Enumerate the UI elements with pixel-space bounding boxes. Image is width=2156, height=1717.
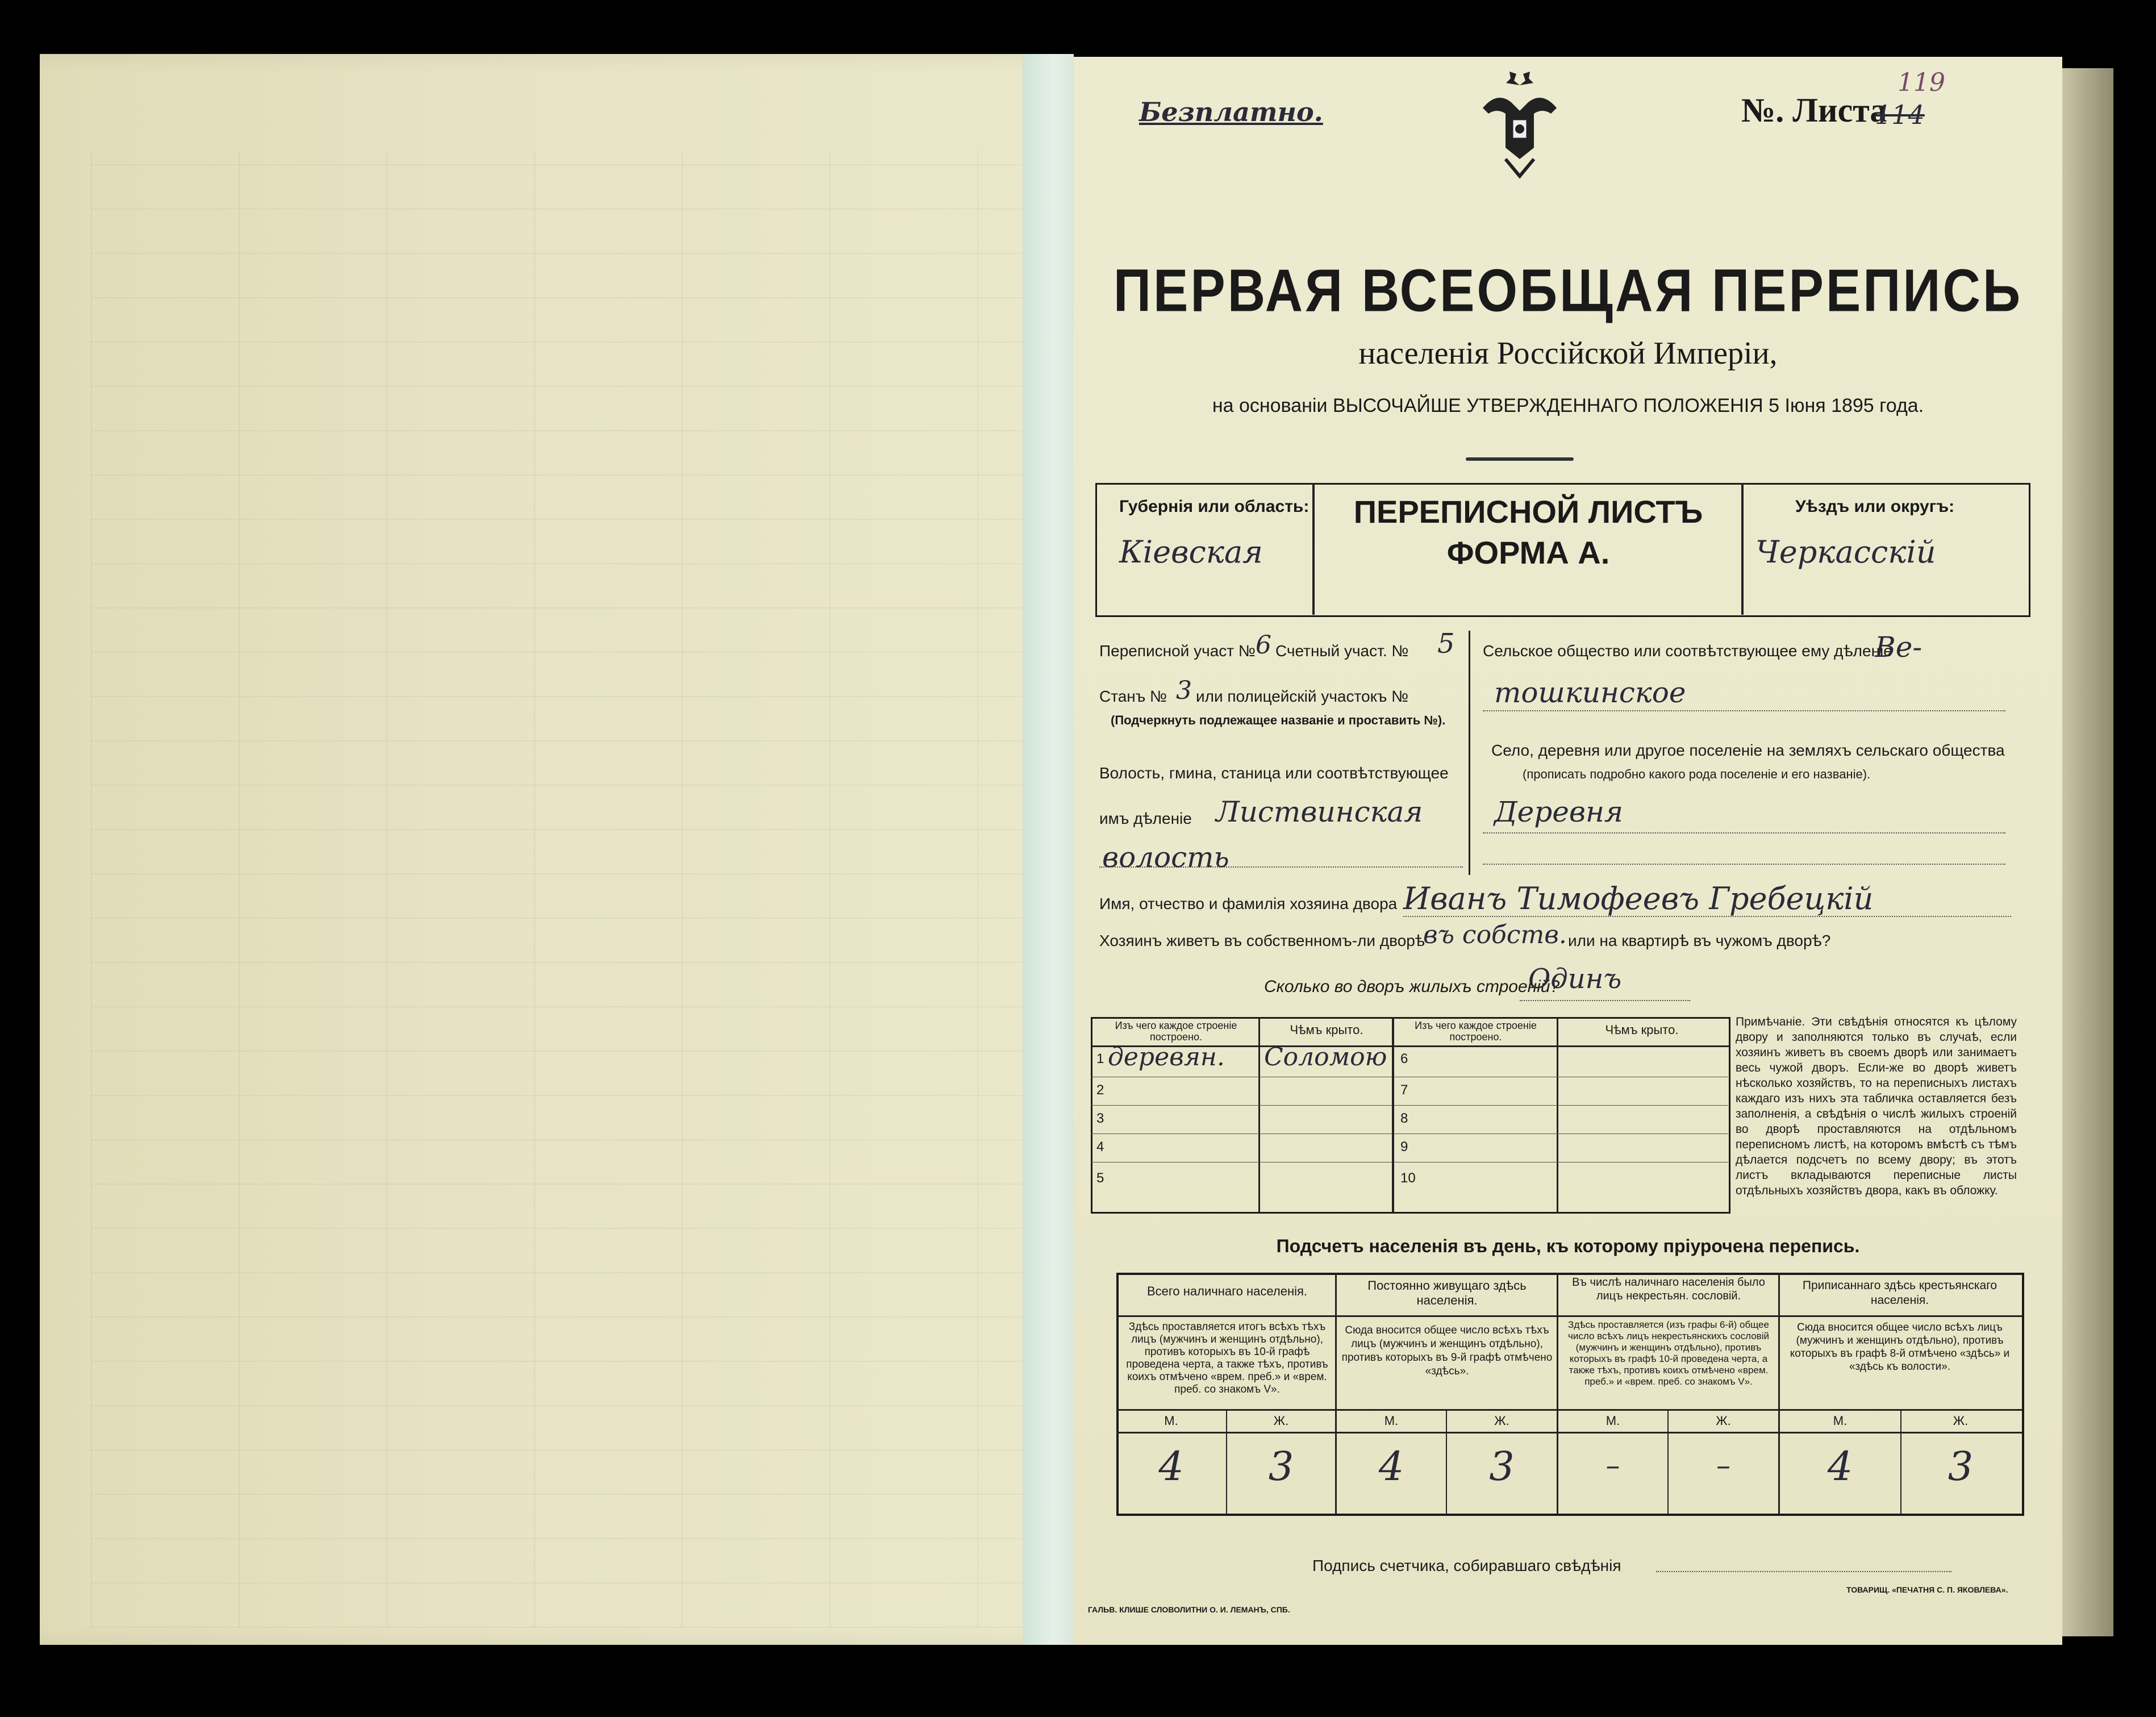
- count-col1-head: Всего наличнаго населенія.: [1146, 1284, 1308, 1298]
- count-col3-desc: Здѣсь проставляется (изъ графы 6-й) общее число всѣхъ лицъ некрестьянскихъ сословій (мужчинъ и женщинъ отдѣльно), противъ которыхъ въ графѣ 10-й проведена черта, а также тѣхъ, противъ коихъ отмѣчено «врем. преб.» и «врем. преб. со знакомъ V».: [1568, 1319, 1769, 1387]
- row-num-4: 4: [1096, 1139, 1104, 1155]
- volost-label-1: Волость, гмина, станица или соотвѣтствующее: [1099, 764, 1449, 782]
- buildings-count-value: Одинъ: [1528, 963, 1622, 995]
- guberniya-value: Кіевская: [1119, 534, 1263, 570]
- row-num-8: 8: [1400, 1111, 1408, 1126]
- count-col4-desc: Сюда вносится общее число всѣхъ лицъ (мужчинъ и женщинъ отдѣльно), противъ которыхъ въ графѣ 8-й отмѣчено «здѣсь» и «здѣсь къ волости».: [1790, 1322, 2010, 1373]
- sheet-number-label: №. Листа: [1741, 91, 1887, 129]
- village-note: (прописать подробно какого рода поселеніе и его названіе).: [1523, 767, 1871, 781]
- count-col4-m-label: М.: [1833, 1414, 1848, 1428]
- count-col4-f-label: Ж.: [1953, 1414, 1969, 1428]
- sheet-number-struck: 114: [1875, 99, 1925, 130]
- count-col3-head: Въ числѣ наличнаго населенія было лицъ некрестьян. сословій.: [1572, 1276, 1765, 1302]
- row-num-10: 10: [1400, 1170, 1416, 1186]
- row-num-6: 6: [1400, 1051, 1408, 1066]
- uezd-value: Черкасскій: [1755, 534, 1936, 570]
- owner-or-label: или на квартирѣ въ чужомъ дворѣ?: [1568, 932, 1831, 949]
- form-title-line2: ФОРМА А.: [1446, 535, 1610, 570]
- printer-left: ГАЛЬВ. КЛИШЕ СЛОВОЛИТНИ О. И. ЛЕМАНЪ, СПБ.: [1088, 1605, 1290, 1614]
- count-col3-f-value: –: [1716, 1449, 1730, 1482]
- volost-value-2: волость: [1102, 841, 1229, 874]
- guberniya-label: Губернія или область:: [1119, 497, 1310, 516]
- owner-lives-label: Хозяинъ живетъ въ собственномъ-ли дворѣ: [1099, 932, 1425, 949]
- left-page-blank: [40, 54, 1062, 1645]
- village-value: Деревня: [1494, 795, 1623, 828]
- society-label: Сельское общество или соотвѣтствующее ему дѣленіе: [1483, 642, 1892, 660]
- volost-label-2: имъ дѣленіе: [1099, 810, 1192, 827]
- count-section-title: Подсчетъ населенія въ день, къ которому пріурочена перепись.: [1276, 1236, 1860, 1256]
- owner-name-value: Иванъ Тимофеевъ Гребецкій: [1403, 881, 1874, 916]
- schetny-label: Счетный участ. №: [1275, 642, 1409, 660]
- police-label: или полицейскій участокъ №: [1196, 687, 1409, 705]
- count-col2-f-value: 3: [1489, 1443, 1515, 1490]
- uchastok-label: Переписной участ №: [1099, 642, 1256, 660]
- count-col2-desc: Сюда вносится общее число всѣхъ тѣхъ лицъ (мужчинъ и женщинъ отдѣльно), противъ которыхъ въ 9-й графѣ отмѣчено «здѣсь».: [1341, 1324, 1553, 1377]
- count-col3-f-label: Ж.: [1716, 1414, 1731, 1428]
- buildings-roof-header: Чѣмъ крыто.: [1290, 1023, 1363, 1037]
- free-label: Безплатно.: [1139, 97, 1323, 127]
- schetny-value: 5: [1437, 628, 1455, 660]
- row-num-2: 2: [1096, 1082, 1104, 1098]
- count-col2-m-value: 4: [1378, 1443, 1404, 1490]
- table-note: Примѣчаніе. Эти свѣдѣнія относятся къ цѣлому двору и заполняются только въ случаѣ, если хозяинъ живетъ въ своемъ дворѣ или занимаетъ весь чужой дворъ. Если-же во дворѣ живетъ нѣсколько хозяйствъ, то на переписныхъ листахъ каждаго изъ нихъ эта табличка оставляется безъ заполненія, а свѣдѣнія о числѣ жилыхъ строеній во дворѣ проставляются на отдѣльномъ переписномъ листѣ, на которомъ вмѣстѣ съ тѣмъ дѣлается подсчетъ по всему двору; въ этотъ листъ вкладываются переписные листы отдѣльныхъ хозяйствъ двора, какъ въ обложку.: [1736, 1015, 2017, 1197]
- stan-label: Станъ №: [1099, 687, 1167, 705]
- count-col4-f-value: 3: [1948, 1443, 1974, 1490]
- signature-label: Подпись счетчика, собиравшаго свѣдѣнія: [1312, 1557, 1621, 1574]
- book-spine: [1023, 54, 1074, 1645]
- imperial-eagle-emblem: [1471, 68, 1568, 182]
- census-subtitle: населенія Россійской Имперіи,: [1358, 336, 1778, 371]
- row-num-9: 9: [1400, 1139, 1408, 1155]
- stan-value: 3: [1176, 676, 1192, 705]
- society-value-1: Ве-: [1875, 631, 1923, 664]
- count-col4-head: Приписаннаго здѣсь крестьянскаго населенія.: [1802, 1279, 1997, 1307]
- count-col2-m-label: М.: [1384, 1414, 1399, 1428]
- owner-name-label: Имя, отчество и фамилія хозяина двора: [1099, 895, 1398, 912]
- row-roof-1: Соломою: [1264, 1043, 1387, 1072]
- count-col4-m-value: 4: [1827, 1443, 1853, 1490]
- row-num-5: 5: [1096, 1170, 1104, 1186]
- buildings-count-label: Сколько во дворъ жилыхъ строеній?: [1264, 977, 1560, 996]
- census-basis: на основаніи ВЫСОЧАЙШЕ УТВЕРЖДЕННАГО ПОЛОЖЕНІЯ 5 Іюня 1895 года.: [1212, 395, 1924, 416]
- census-title: ПЕРВАЯ ВСЕОБЩАЯ ПЕРЕПИСЬ: [1113, 257, 2023, 324]
- uchastok-value: 6: [1256, 631, 1271, 660]
- volost-value-1: Листвинская: [1216, 795, 1423, 828]
- owner-lives-value: въ собств.: [1423, 920, 1567, 949]
- count-col2-head: Постоянно живущаго здѣсь населенія.: [1367, 1278, 1527, 1307]
- bleed-through-grid: [91, 151, 1028, 1628]
- census-form-page: [1074, 57, 2062, 1645]
- uezd-label: Уѣздъ или округъ:: [1795, 497, 1955, 516]
- count-col3-m-label: М.: [1605, 1414, 1620, 1428]
- count-col1-f-label: Ж.: [1273, 1414, 1289, 1428]
- row-num-3: 3: [1096, 1111, 1104, 1126]
- count-col1-m-label: М.: [1164, 1414, 1178, 1428]
- village-label: Село, деревня или другое поселеніе на земляхъ сельскаго общества: [1491, 741, 2005, 759]
- buildings-material-header: Изъ чего каждое строеніе построено.: [1115, 1020, 1237, 1043]
- row-material-1: деревян.: [1108, 1043, 1225, 1072]
- buildings-material-header-2: Изъ чего каждое строеніе построено.: [1415, 1020, 1537, 1043]
- buildings-roof-header-2: Чѣмъ крыто.: [1605, 1023, 1679, 1037]
- form-title-line1: ПЕРЕПИСНОЙ ЛИСТЪ: [1353, 494, 1703, 530]
- count-col2-f-label: Ж.: [1494, 1414, 1509, 1428]
- count-col1-f-value: 3: [1268, 1443, 1294, 1490]
- society-value-2: тошкинское: [1494, 676, 1686, 709]
- printer-right: ТОВАРИЩ. «ПЕЧАТНЯ С. П. ЯКОВЛЕВА».: [1846, 1585, 2008, 1594]
- row-num-7: 7: [1400, 1082, 1408, 1098]
- sheet-number-value: 119: [1898, 68, 1945, 97]
- row-num-1: 1: [1096, 1051, 1104, 1066]
- subordinate-note: (Подчеркнуть подлежащее названіе и проставить №).: [1111, 713, 1446, 727]
- ornament-divider: [1466, 457, 1574, 461]
- count-col3-m-value: –: [1605, 1449, 1620, 1482]
- count-col1-m-value: 4: [1158, 1443, 1184, 1490]
- count-col1-desc: Здѣсь проставляется итогъ всѣхъ тѣхъ лицъ (мужчинъ и женщинъ отдѣльно), противъ которыхъ въ 10-й графѣ проведена черта, а также тѣхъ, противъ коихъ отмѣчено «врем. преб.» и «врем. преб. со знакомъ V».: [1126, 1321, 1328, 1395]
